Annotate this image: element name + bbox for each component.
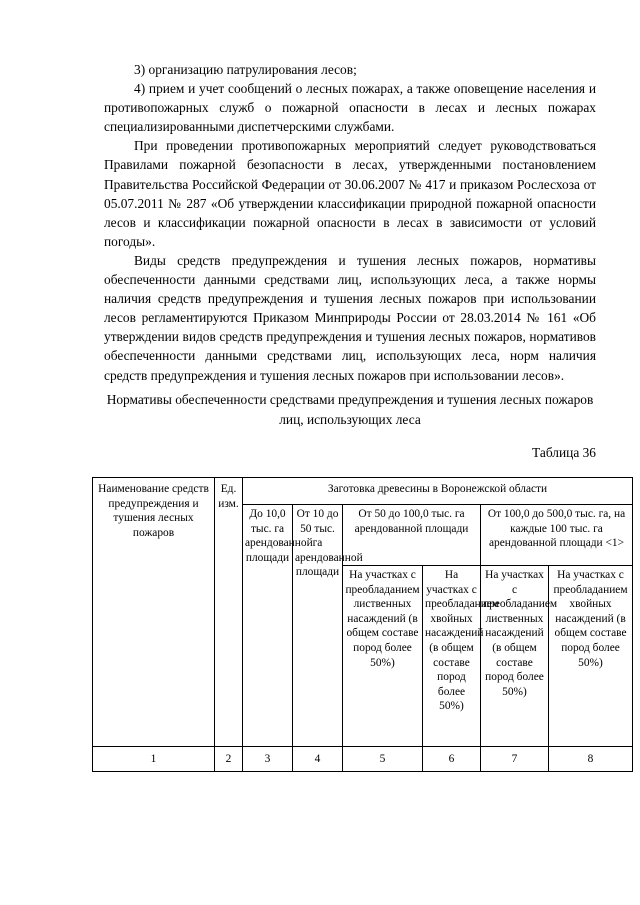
column-number-8: 8: [549, 747, 633, 772]
column-number-5: 5: [343, 747, 423, 772]
table-caption: Нормативы обеспеченности средствами предупреждения и тушения лесных пожаров лиц, использующих леса: [106, 392, 594, 427]
subheader-100-500-coniferous: На участках с преобладанием хвойных насаждений (в общем составе пород более 50%): [549, 566, 633, 747]
header-100-to-500: От 100,0 до 500,0 тыс. га, на каждые 100 тыс. га арендованной площади <1>: [481, 505, 633, 566]
column-number-row: [93, 747, 633, 772]
header-unit: Ед. изм.: [215, 478, 243, 747]
table-number: Таблица 36: [532, 445, 596, 460]
column-number-4: 4: [293, 747, 343, 772]
column-number-7: 7: [481, 747, 549, 772]
header-10-to-50: От 10 до 50 тыс. га арендованной площади: [293, 505, 343, 747]
paragraph-item-4: 4) прием и учет сообщений о лесных пожарах, а также оповещение населения и противопожарных служб о пожарной опасности в лесах и лесных пожарах специализированными диспетчерскими службами.: [104, 81, 596, 135]
column-number-6: 6: [423, 747, 481, 772]
column-number-1: 1: [93, 747, 215, 772]
header-50-to-100: От 50 до 100,0 тыс. га арендованной площади: [343, 505, 481, 566]
body-text: [104, 60, 596, 385]
header-harvest-group: Заготовка древесины в Воронежской области: [243, 478, 633, 505]
subheader-50-100-deciduous: На участках с преобладанием лиственных насаждений (в общем составе пород более 50%): [343, 566, 423, 747]
header-name: Наименование средств предупреждения и тушения лесных пожаров: [93, 478, 215, 747]
header-up-to-10: До 10,0 тыс. га арендованной площади: [243, 505, 293, 747]
norms-table: [92, 477, 633, 772]
subheader-100-500-deciduous: На участках с преобладанием лиственных насаждений (в общем составе пород более 50%): [481, 566, 549, 747]
subheader-50-100-coniferous: На участках с преобладанием хвойных насаждений (в общем составе пород более 50%): [423, 566, 481, 747]
paragraph-item-3: 3) организацию патрулирования лесов;: [134, 62, 357, 77]
column-number-2: 2: [215, 747, 243, 772]
paragraph-fire-rules: При проведении противопожарных мероприятий следует руководствоваться Правилами пожарной безопасности в лесах, утвержденными постановлением Правительства Российской Федерации от 30.06.2007 № 417 и приказом Рослесхоза от 05.07.2011 № 287 «Об утверждении классификации природной пожарной опасности лесов и классификации пожарной опасности в лесах в зависимости от условий погоды».: [104, 138, 596, 249]
column-number-3: 3: [243, 747, 293, 772]
paragraph-fire-means: Виды средств предупреждения и тушения лесных пожаров, нормативы обеспеченности данными средствами лиц, использующих леса, а также нормы наличия средств предупреждения и тушения лесных пожаров при использовании лесов регламентируются Приказом Минприроды России от 28.03.2014 № 161 «Об утверждении видов средств предупреждения и тушения лесных пожаров, нормативов обеспеченности данными средствами лиц, использующих леса, норм наличия средств предупреждения и тушения лесных пожаров при использовании лесов».: [104, 252, 596, 383]
